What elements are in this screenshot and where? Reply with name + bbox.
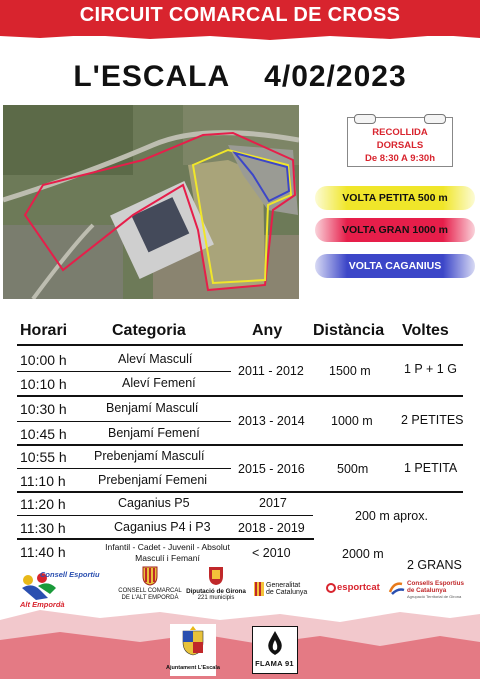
col-header-voltes: Voltes <box>402 322 449 339</box>
diputacio-line2: 221 municipis <box>197 595 235 601</box>
generalitat-line2: de Catalunya <box>266 589 308 596</box>
row-time: 10:10 h <box>20 376 67 392</box>
table-rule <box>17 444 463 446</box>
row-category-gender: Masculí i Femaní <box>135 553 200 563</box>
table-rule <box>17 538 314 540</box>
row-category: Aleví Masculí <box>118 352 193 366</box>
group-laps: 2 GRANS <box>407 558 462 572</box>
row-category: Infantil - Cadet - Juvenil - Absolut <box>105 542 230 552</box>
row-time: 10:55 h <box>20 449 67 465</box>
consells-esportius-line1: Consells Esportius <box>407 580 465 587</box>
row-category: Aleví Femení <box>122 376 196 390</box>
event-title <box>0 60 480 94</box>
group-distance: 1000 m <box>331 414 373 428</box>
group-distance: 2000 m <box>342 547 384 561</box>
logo-esportcat <box>326 582 386 596</box>
esportcat-text: esportcat <box>337 582 380 593</box>
row-category: Prebenjamí Femeni <box>98 473 208 487</box>
table-divider <box>17 515 313 516</box>
group-laps: 1 PETITA <box>404 461 458 475</box>
group-years: 2013 - 2014 <box>238 414 305 428</box>
group-years: 2011 - 2012 <box>238 364 304 378</box>
generalitat-flag-icon <box>254 582 264 596</box>
route-large-loop: VOLTA GRAN 1000 m <box>315 218 475 242</box>
col-header-any: Any <box>252 322 283 339</box>
diputacio-line1: Diputació de Girona <box>186 588 246 595</box>
row-category: Prebenjamí Masculí <box>94 449 205 463</box>
table-rule <box>17 491 463 493</box>
esportcat-icon <box>326 583 336 593</box>
banner-title: CIRCUIT COMARCAL DE CROSS <box>79 4 401 26</box>
route-caganius-loop: VOLTA CAGANIUS <box>315 254 475 278</box>
group-years: 2015 - 2016 <box>238 462 305 476</box>
consells-esportius-line2: de Catalunya <box>407 587 447 594</box>
consells-esportius-icon <box>388 580 406 596</box>
group-distance: 500m <box>337 462 369 476</box>
footer-brush-band <box>0 600 480 679</box>
event-place: L'ESCALA <box>73 60 231 93</box>
diputacio-shield-icon <box>208 566 224 586</box>
logo-flama91 <box>252 626 298 674</box>
consell-esportiu-line1: Consell Esportiu <box>40 570 100 579</box>
row-category-multi <box>80 542 255 564</box>
group-laps: 1 P + 1 G <box>404 362 457 376</box>
consell-comarcal-line2: DE L'ALT EMPORDÀ <box>121 595 179 601</box>
row-category: Benjamí Femení <box>108 426 200 440</box>
ajuntament-shield-icon <box>181 626 205 656</box>
logo-ajuntament <box>166 624 220 676</box>
course-map-image <box>3 105 299 299</box>
table-divider <box>17 468 231 469</box>
row-time: 10:30 h <box>20 401 67 417</box>
consell-comarcal-line1: CONSELL COMARCAL <box>118 588 182 594</box>
logo-consells-esportius <box>388 580 478 602</box>
group-distance: 1500 m <box>329 364 371 378</box>
bib-pickup-line2: DORSALS <box>376 140 424 151</box>
paperclip-icon <box>424 114 446 124</box>
flama91-text: FLAMA 91 <box>255 659 294 668</box>
table-divider <box>17 421 231 422</box>
event-date: 4/02/2023 <box>264 60 407 93</box>
col-header-categoria: Categoria <box>112 322 186 339</box>
bib-pickup-hours: De 8:30 A 9:30h <box>364 153 436 164</box>
bib-pickup-line1: RECOLLIDA <box>372 127 428 138</box>
row-category: Caganius P5 <box>118 496 190 510</box>
paperclip-icon <box>354 114 376 124</box>
row-time: 11:40 h <box>20 544 66 560</box>
row-time: 10:00 h <box>20 352 67 368</box>
row-time: 11:10 h <box>20 473 66 489</box>
col-header-horari: Horari <box>20 322 68 339</box>
bib-pickup-box <box>347 117 453 167</box>
table-rule <box>17 395 463 397</box>
course-map <box>3 105 299 299</box>
row-time: 10:45 h <box>20 426 67 442</box>
group-years: < 2010 <box>252 546 291 560</box>
coat-of-arms-icon <box>142 566 158 586</box>
group-laps: 2 PETITES <box>401 413 464 427</box>
group-years: 2017 <box>259 496 287 510</box>
generalitat-line1: Generalitat <box>266 582 301 589</box>
table-rule <box>17 344 463 346</box>
table-divider <box>17 371 231 372</box>
row-time: 11:20 h <box>20 496 66 512</box>
consell-esportiu-line2: Alt Empordà <box>20 600 65 609</box>
logo-generalitat <box>254 582 324 602</box>
ajuntament-text: Ajuntament L'Escala <box>166 665 220 671</box>
row-category: Caganius P4 i P3 <box>114 520 211 534</box>
group-distance: 200 m aprox. <box>355 509 428 523</box>
row-category: Benjamí Masculí <box>106 401 199 415</box>
col-header-distancia: Distància <box>313 322 385 339</box>
row-time: 11:30 h <box>20 520 66 536</box>
flame-icon <box>265 630 285 656</box>
consells-esportius-line3: Agrupació Territorial de Girona <box>407 594 462 599</box>
group-years-2: 2018 - 2019 <box>238 521 305 535</box>
route-small-loop: VOLTA PETITA 500 m <box>315 186 475 210</box>
